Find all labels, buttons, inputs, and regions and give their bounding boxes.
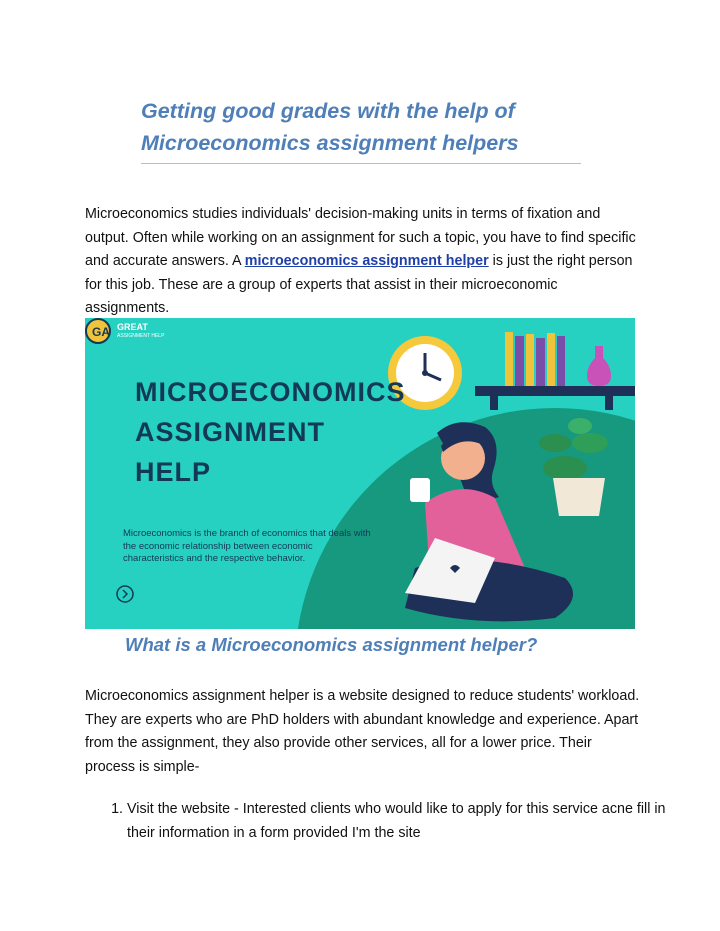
banner-image [85,318,635,629]
banner-heading-line2: ASSIGNMENT [135,417,326,447]
logo-subtitle: ASSIGNMENT HELP [117,333,165,339]
banner-description: Microeconomics is the branch of economics that deals with the economic relationship between economic characteristics and the respective behavior. [123,528,371,564]
section-heading: What is a Microeconomics assignment helper? [125,634,538,655]
section-paragraph: Microeconomics assignment helper is a website designed to reduce students' workload. They are experts who are PhD holders with abundant knowledge and experience. Apart from the assignment, they also provide other services, all for a lower price. Their process is simple- [85,688,640,775]
title-underline [141,163,581,164]
microeconomics-helper-link[interactable]: microeconomics assignment helper [244,253,489,269]
intro-paragraph [85,203,645,321]
list-item: 1. Visit the website - Interested clients who would like to apply for this service acne fill in their information in a form provided I'm the site [127,798,687,845]
logo-name: GREAT [117,322,148,332]
steps-list [85,798,687,845]
intro-text-before: Microeconomics studies individuals' decision-making units in terms of fixation and output. Often while working on an assignment for such a topic, you have to find specific and accurate answers. A [85,206,636,269]
page-title: Getting good grades with the help of Microeconomics assignment helpers [141,99,519,155]
svg-text:GA: GA [92,325,110,339]
banner-heading-line1: MICROECONOMICS [135,377,406,407]
banner-heading [135,372,406,492]
intro-text-after: is just the right person for this job. These are a group of experts that assist in their microeconomic assignments. [85,253,633,316]
banner-heading-line3: HELP [135,457,212,487]
